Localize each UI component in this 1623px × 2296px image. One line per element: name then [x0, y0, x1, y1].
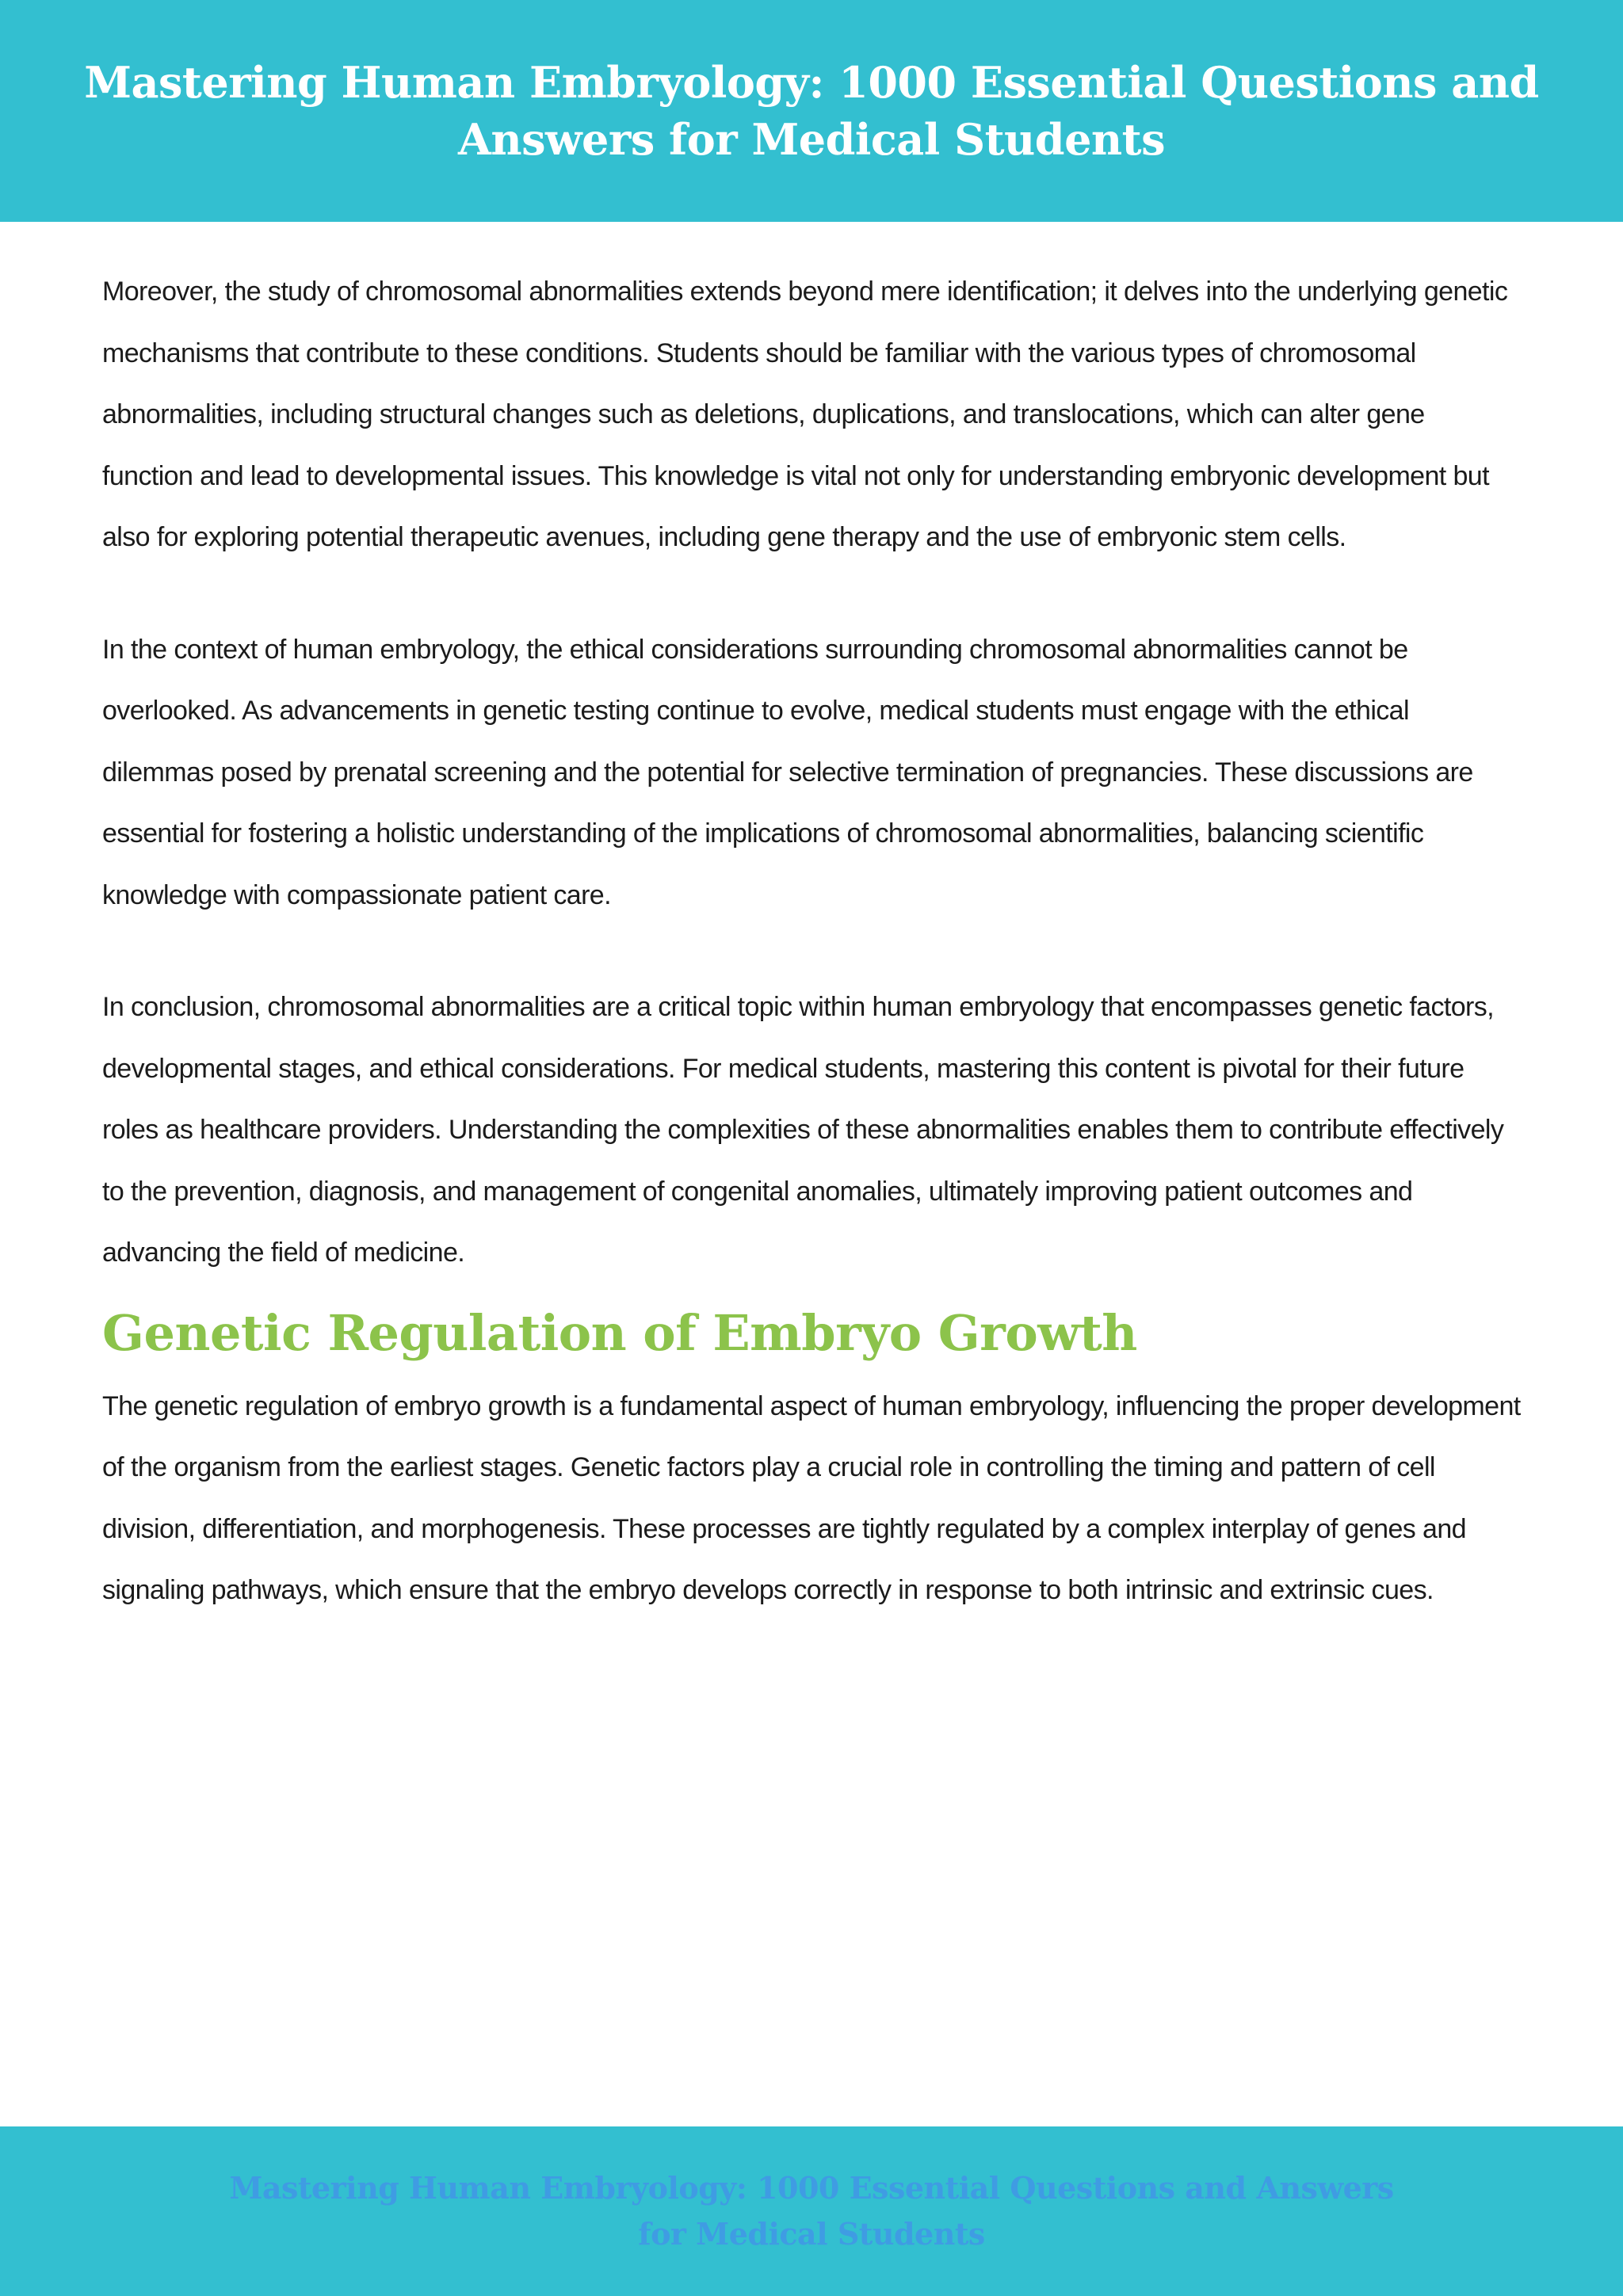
footer-title: Mastering Human Embryology: 1000 Essential Questions and Answers for Medical Students [229, 2170, 1394, 2252]
body-paragraph: Moreover, the study of chromosomal abnormalities extends beyond mere identification; it delves into the underlying genetic mechanisms that contribute to these conditions. Students should be familiar with the various types of chromosomal abnormalities, including structural changes such as deletions, duplications, and translocations, which can alter gene function and lead to developmental issues. This knowledge is vital not only for understanding embryonic development but also for exploring potential therapeutic avenues, including gene therapy and the use of embryonic stem cells. [102, 277, 1508, 552]
section-heading: Genetic Regulation of Embryo Growth [102, 1303, 1137, 1362]
body-paragraph: In the context of human embryology, the ethical considerations surrounding chromosomal abnormalities cannot be overlooked. As advancements in genetic testing continue to evolve, medical students must engage with the ethical dilemmas posed by prenatal screening and the potential for selective termination of pregnancies. These discussions are essential for fostering a holistic understanding of the implications of chromosomal abnormalities, balancing scientific knowledge with compassionate patient care. [102, 634, 1473, 910]
section-paragraph: The genetic regulation of embryo growth is a fundamental aspect of human embryology, influencing the proper development of the organism from the earliest stages. Genetic factors play a crucial role in controlling the timing and pattern of cell division, differentiation, and morphogenesis. These processes are tightly regulated by a complex interplay of genes and signaling pathways, which ensure that the embryo develops correctly in response to both intrinsic and extrinsic cues. [102, 1390, 1521, 1605]
document-title: Mastering Human Embryology: 1000 Essential Questions and Answers for Medical Students [84, 57, 1539, 165]
body-paragraph: In conclusion, chromosomal abnormalities are a critical topic within human embryology that encompasses genetic factors, developmental stages, and ethical considerations. For medical students, mastering this content is pivotal for their future roles as healthcare providers. Understanding the complexities of these abnormalities enables them to contribute effectively to the prevention, diagnosis, and management of congenital anomalies, ultimately improving patient outcomes and advancing the field of medicine. [102, 992, 1504, 1268]
page-footer [0, 2126, 1623, 2296]
main-content [102, 261, 1521, 1672]
page-header [0, 0, 1623, 222]
